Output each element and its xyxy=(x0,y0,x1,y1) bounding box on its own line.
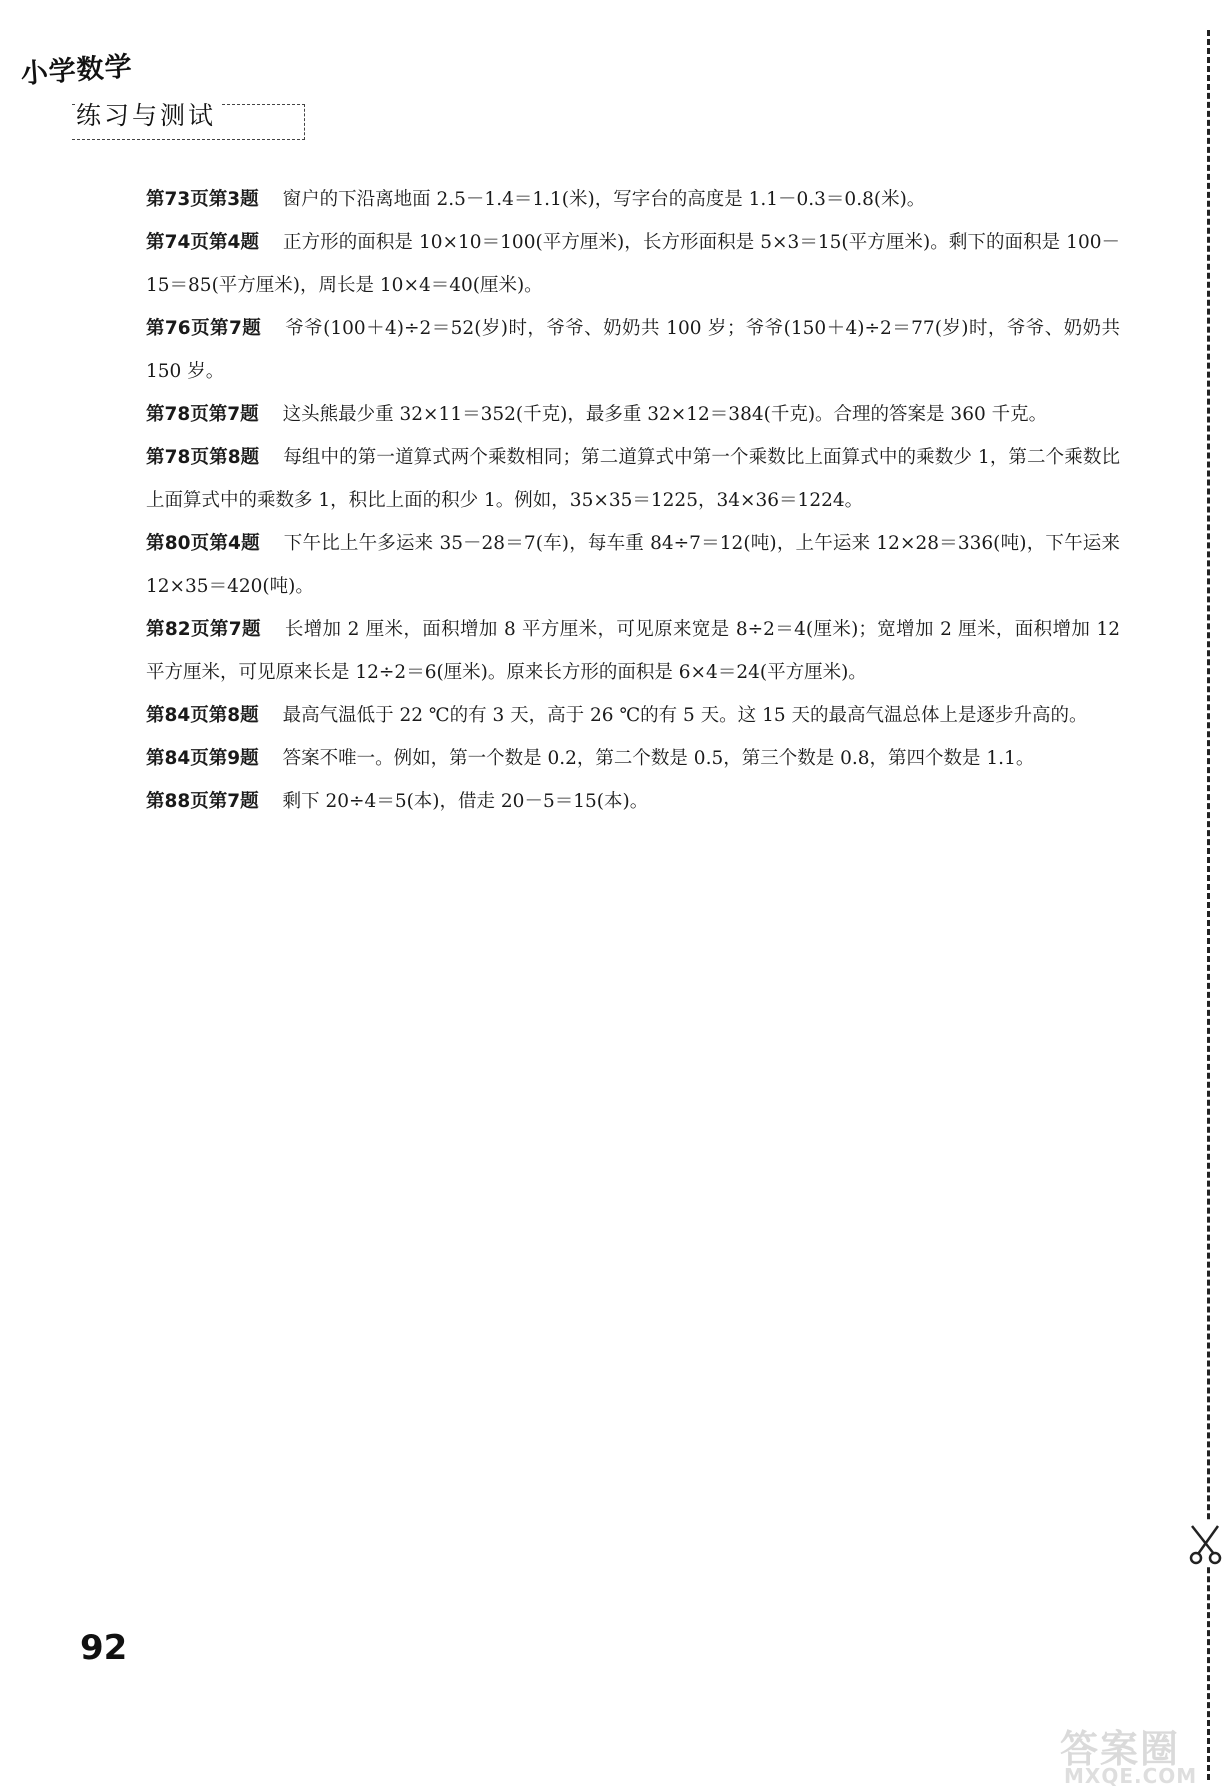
entry-label: 第76页第7题 xyxy=(146,318,262,339)
answer-entry xyxy=(146,221,1120,307)
watermark xyxy=(1058,1716,1224,1792)
entry-text: 答案不唯一。例如，第一个数是 0.2，第二个数是 0.5，第三个数是 0.8，第四个数是 1.1。 xyxy=(282,748,1035,769)
scissors-icon-graphic xyxy=(1186,1522,1224,1566)
entry-label: 第78页第8题 xyxy=(146,447,260,468)
answer-entry xyxy=(146,393,1120,436)
entry-label: 第84页第9题 xyxy=(146,748,259,769)
answer-entry xyxy=(146,780,1120,823)
answer-entry xyxy=(146,178,1120,221)
entry-label: 第84页第8题 xyxy=(146,705,259,726)
entry-text: 爷爷(100＋4)÷2＝52(岁)时，爷爷、奶奶共 100 岁；爷爷(150＋4)÷2＝77(岁)时，爷爷、奶奶共 150 岁。 xyxy=(146,318,1120,382)
entry-label: 第88页第7题 xyxy=(146,791,259,812)
entry-text: 最高气温低于 22 ℃的有 3 天，高于 26 ℃的有 5 天。这 15 天的最高气温总体上是逐步升高的。 xyxy=(282,705,1088,726)
answer-entry xyxy=(146,608,1120,694)
entry-text: 剩下 20÷4＝5(本)，借走 20－5＝15(本)。 xyxy=(282,791,649,812)
answer-entry xyxy=(146,694,1120,737)
entry-label: 第74页第4题 xyxy=(146,232,260,253)
entry-label: 第82页第7题 xyxy=(146,619,261,640)
scissors-icon xyxy=(1186,1522,1224,1566)
entry-text: 这头熊最少重 32×11＝352(千克)，最多重 32×12＝384(千克)。合理的答案是 360 千克。 xyxy=(282,404,1048,425)
cut-line-dashed xyxy=(1207,30,1210,1780)
book-subtitle: 练习与测试 xyxy=(76,96,222,132)
entry-label: 第78页第7题 xyxy=(146,404,259,425)
entry-text: 正方形的面积是 10×10＝100(平方厘米)，长方形面积是 5×3＝15(平方厘米)。剩下的面积是 100－15＝85(平方厘米)，周长是 10×4＝40(厘米)。 xyxy=(146,232,1120,296)
series-brand: 小学数学 xyxy=(19,51,134,91)
entry-text: 窗户的下沿离地面 2.5－1.4＝1.1(米)，写字台的高度是 1.1－0.3＝0.8(米)。 xyxy=(282,189,926,210)
answer-entry xyxy=(146,436,1120,522)
page-number: 92 xyxy=(80,1628,128,1668)
answer-entry xyxy=(146,737,1120,780)
answer-entry xyxy=(146,307,1120,393)
watermark-en: MXQE.COM xyxy=(1064,1764,1198,1788)
entry-text: 每组中的第一道算式两个乘数相同；第二道算式中第一个乘数比上面算式中的乘数少 1，第二个乘数比上面算式中的乘数多 1，积比上面的积少 1。例如，35×35＝1225，34×36＝1224。 xyxy=(146,447,1120,511)
watermark-cn: 答案圈 xyxy=(1060,1727,1181,1771)
entry-text: 长增加 2 厘米，面积增加 8 平方厘米，可见原来宽是 8÷2＝4(厘米)；宽增加 2 厘米，面积增加 12 平方厘米，可见原来长是 12÷2＝6(厘米)。原来长方形的面积是 6×4＝24(平方厘米)。 xyxy=(146,619,1120,683)
entry-label: 第73页第3题 xyxy=(146,189,259,210)
answer-list xyxy=(146,178,1120,823)
entry-text: 下午比上午多运来 35－28＝7(车)，每车重 84÷7＝12(吨)，上午运来 12×28＝336(吨)，下午运来 12×35＝420(吨)。 xyxy=(146,533,1120,597)
answer-entry xyxy=(146,522,1120,608)
entry-label: 第80页第4题 xyxy=(146,533,260,554)
